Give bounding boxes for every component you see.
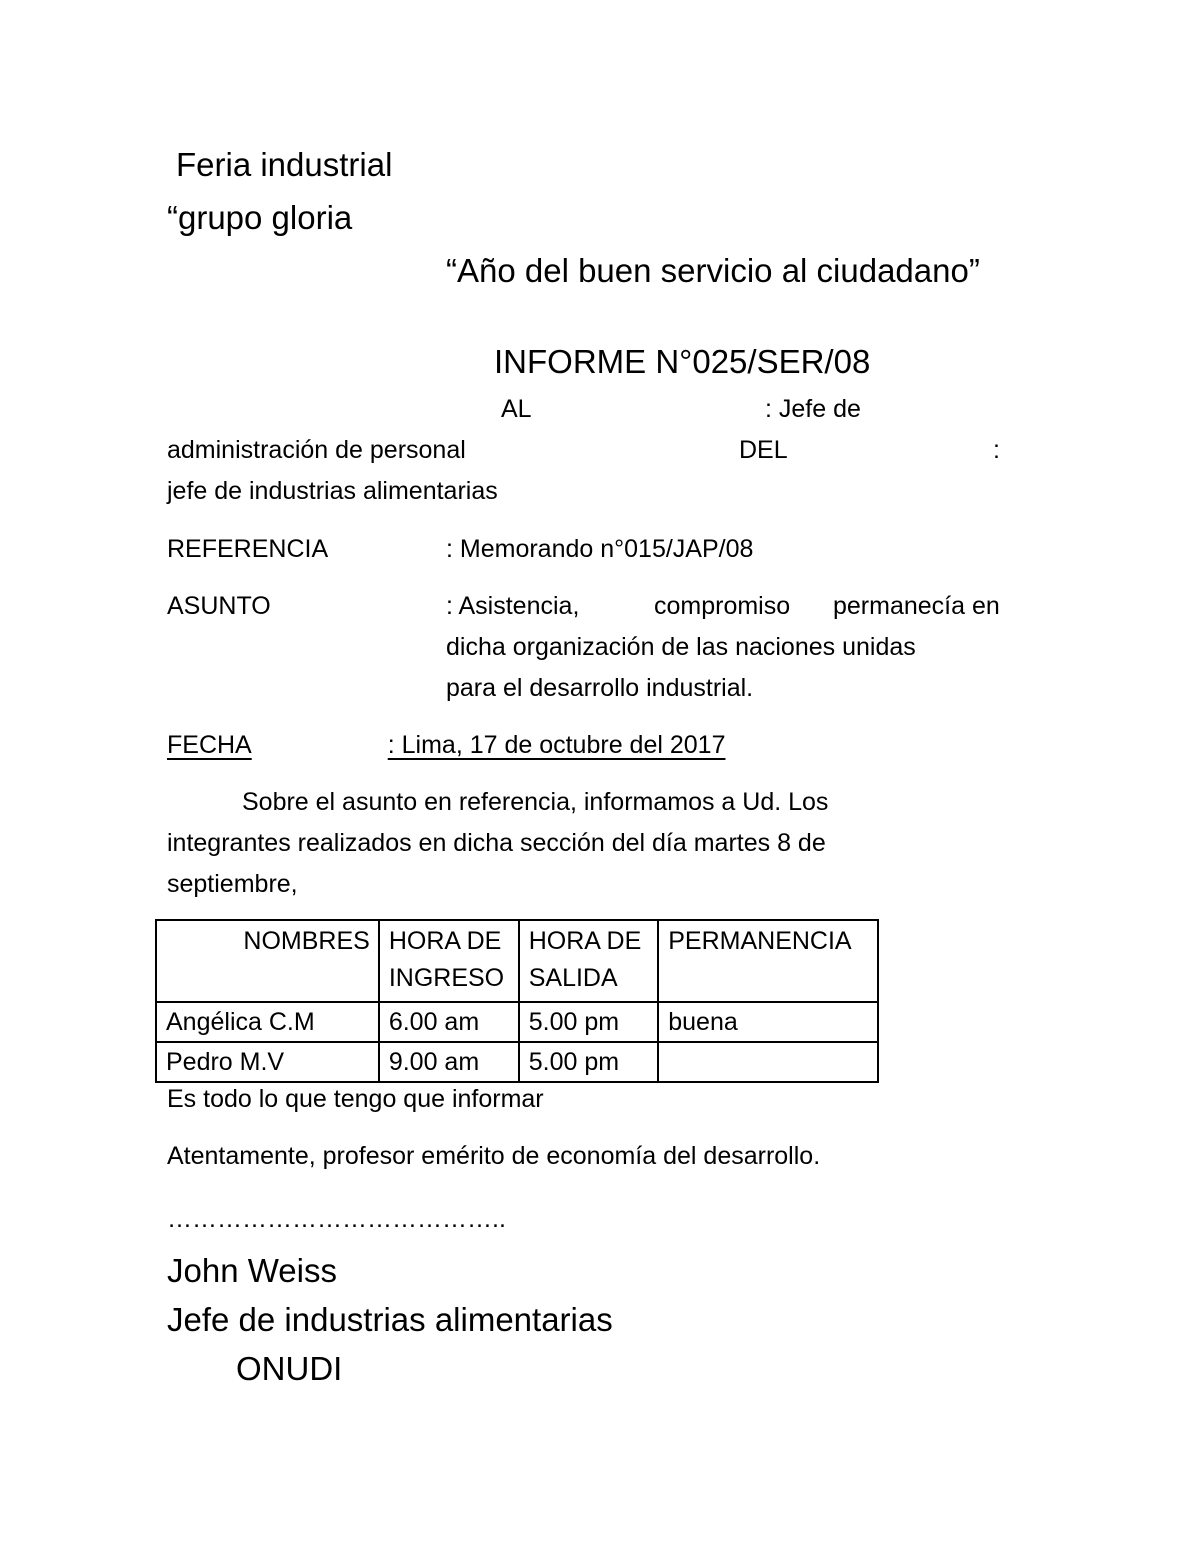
table-row (156, 1042, 878, 1082)
motto: “Año del buen servicio al ciudadano” (446, 252, 980, 289)
cell-permanencia (658, 1042, 878, 1082)
asunto-line1-b: compromiso (654, 592, 791, 620)
paragraph-line3: septiembre, (167, 870, 298, 898)
cell-ingreso: 9.00 am (379, 1042, 519, 1082)
paragraph-line1: Sobre el asunto en referencia, informamos a Ud. Los (242, 788, 829, 816)
cell-ingreso: 6.00 am (379, 1002, 519, 1042)
header-hora-salida: HORA DE SALIDA (519, 920, 659, 1002)
del-colon: : (993, 436, 1000, 464)
cell-nombre: Angélica C.M (156, 1002, 379, 1042)
cell-salida: 5.00 pm (519, 1042, 659, 1082)
header-permanencia: PERMANENCIA (658, 920, 878, 1002)
header-hora-ingreso: HORA DE INGRESO (379, 920, 519, 1002)
cell-permanencia: buena (658, 1002, 878, 1042)
fecha-label: FECHA (167, 731, 252, 759)
signer-role: Jefe de industrias alimentarias (167, 1301, 613, 1338)
asunto-line2: dicha organización de las naciones unidas (446, 633, 916, 661)
al-value-cont: administración de personal (167, 436, 466, 464)
referencia-value: : Memorando n°015/JAP/08 (446, 535, 754, 563)
fecha-row (167, 733, 779, 758)
signer-org: ONUDI (236, 1350, 343, 1387)
cell-nombre: Pedro M.V (156, 1042, 379, 1082)
fecha-value: : Lima, 17 de octubre del 2017 (387, 731, 726, 759)
al-value: : Jefe de (765, 395, 861, 423)
signer-name: John Weiss (167, 1252, 337, 1289)
asunto-line1-c: permanecía en (833, 592, 1000, 620)
asunto-label: ASUNTO (167, 592, 271, 620)
cell-salida: 5.00 pm (519, 1002, 659, 1042)
report-title: INFORME N°025/SER/08 (494, 343, 871, 380)
del-value: jefe de industrias alimentarias (167, 477, 498, 505)
header-line1: Feria industrial (176, 146, 393, 183)
closing-line2: Atentamente, profesor emérito de economía del desarrollo. (167, 1142, 821, 1170)
closing-line1: Es todo lo que tengo que informar (167, 1085, 544, 1113)
asunto-line1-a: : Asistencia, (446, 592, 580, 620)
table-header-row (156, 920, 878, 1002)
header-nombres: NOMBRES (156, 920, 379, 1002)
attendance-table (155, 919, 879, 1083)
paragraph-line2: integrantes realizados en dicha sección del día martes 8 de (167, 829, 826, 857)
header-line2: “grupo gloria (167, 199, 353, 236)
asunto-line3: para el desarrollo industrial. (446, 674, 754, 702)
signature-dots: ………………………………….. (167, 1205, 506, 1233)
al-label: AL (501, 395, 532, 423)
table-row (156, 1002, 878, 1042)
del-label: DEL (739, 436, 788, 464)
referencia-label: REFERENCIA (167, 535, 329, 563)
